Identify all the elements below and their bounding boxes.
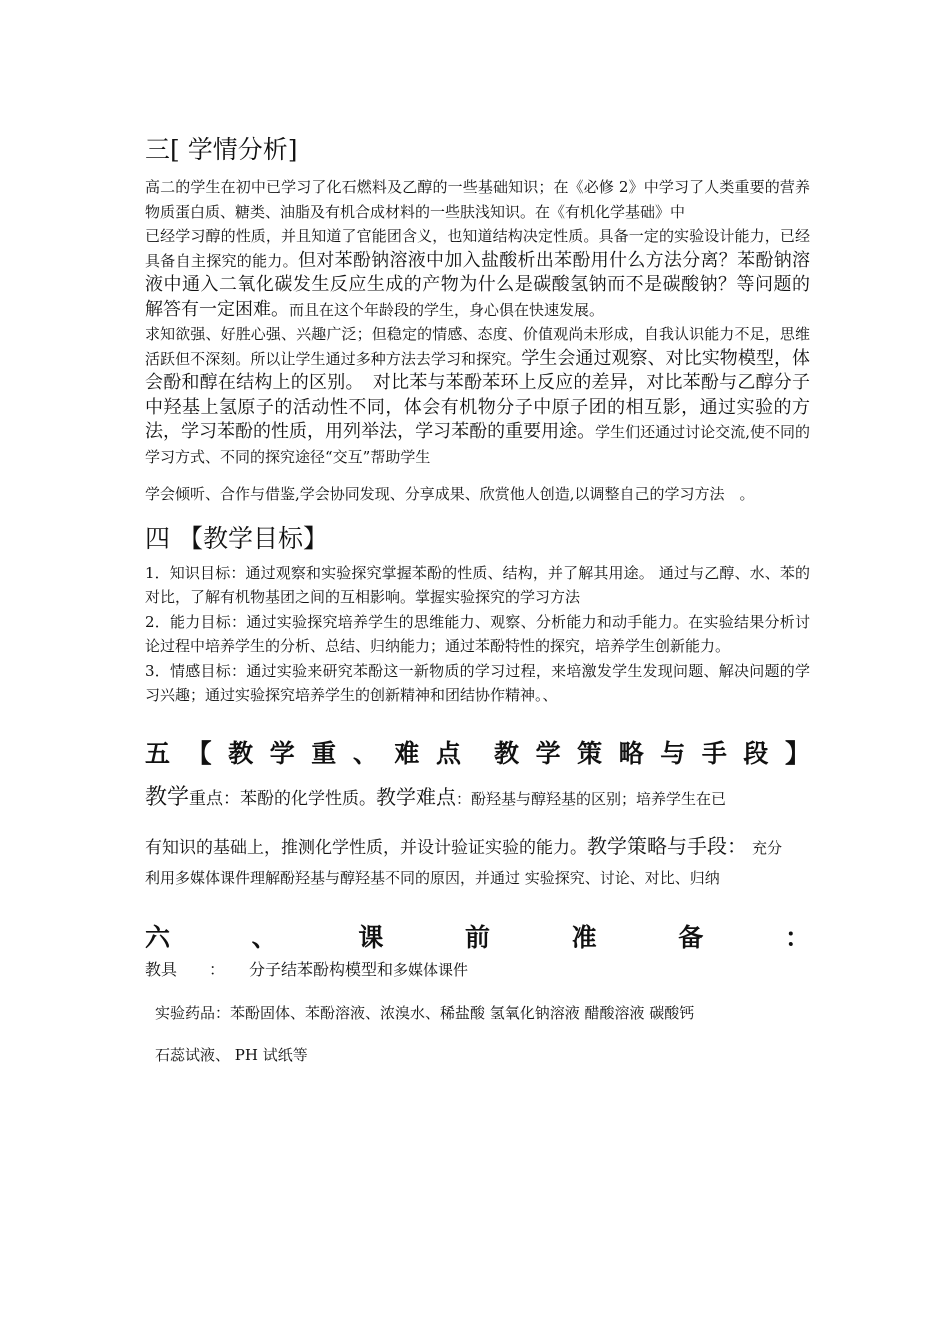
section-4-heading: 四 【教学目标】 bbox=[145, 523, 328, 553]
document-page bbox=[145, 130, 810, 1068]
reagents-line: 实验药品：苯酚固体、苯酚溶液、浓溴水、稀盐酸 氢氧化钠溶液 醋酸溶液 碳酸钙 bbox=[155, 1003, 695, 1022]
section-3-paragraph-3 bbox=[145, 322, 810, 469]
heading-char: 五 bbox=[145, 738, 171, 768]
tools-value-2: 多媒体课件 bbox=[393, 961, 469, 979]
label-difficulty: 教学难点 bbox=[376, 784, 457, 809]
heading-char: 【 bbox=[186, 738, 212, 768]
label-jiaoxue: 教学 bbox=[145, 784, 190, 810]
heading-char: 学 bbox=[269, 738, 295, 768]
text-run: 而且在这个年龄段的学生，身心俱在快速发展。 bbox=[289, 300, 605, 319]
heading-char: 策 bbox=[577, 738, 603, 768]
section-3-paragraph-4: 学会倾听、合作与借鉴,学会协同发现、分享成果、欣赏他人创造,以调整自己的学习方法 。 bbox=[145, 485, 755, 503]
heading-char: 备 bbox=[678, 923, 704, 952]
heading-char: 段 bbox=[743, 738, 769, 768]
label-strategy: 教学策略与手段： bbox=[587, 833, 737, 858]
text-run-large: 学生会通过观察、对比实物模型，体会酚和醇在结构上的区别。 对比苯与苯酚苯环上反应的差异，对比苯酚与乙醇分子中羟基上氢原子的活动性不同，体会有机物分子中原子团的相互影，通过实验的方法，学习苯酚的性质，用列举法，学习苯酚的重要用途。 bbox=[145, 347, 810, 442]
heading-char: 重 bbox=[311, 738, 337, 768]
heading-char: 与 bbox=[660, 738, 686, 768]
reagents-line-2: 石蕊试液、 PH 试纸等 bbox=[155, 1046, 308, 1064]
heading-char: 难 bbox=[394, 738, 420, 768]
heading-char: 学 bbox=[535, 738, 561, 768]
heading-char: 、 bbox=[352, 738, 378, 768]
text-run: 有知识的基础上，推测化学性质，并设计验证实验的能力。 bbox=[145, 837, 587, 858]
text-run: 求知欲强、好胜心强、兴趣广泛；但稳定的情感、态度、价值观尚未形成，自我认识能力不足，思维活跃但不深刻。所以让学生通过多种方法去学习和探究。 bbox=[145, 325, 810, 368]
tools-line bbox=[145, 958, 810, 983]
section-3-paragraph-2 bbox=[145, 224, 810, 322]
section-5-heading bbox=[145, 734, 810, 774]
heading-char: 略 bbox=[618, 738, 644, 768]
heading-char: 点 bbox=[435, 738, 461, 768]
heading-char: 前 bbox=[464, 923, 490, 952]
heading-char: 手 bbox=[701, 738, 727, 768]
section-5-line-1 bbox=[145, 778, 810, 818]
goal-knowledge: 1．知识目标：通过观察和实验探究掌握苯酚的性质、结构，并了解其用途。 通过与乙醇、水、苯的对比，了解有机物基团之间的互相影响。掌握实验探究的学习方法 bbox=[145, 563, 810, 606]
text-run-large: 但对苯酚钠溶液中加入盐酸析出苯酚用什么方法分离？苯酚钠溶液中通入二氧化碳发生反应生成的产物为什么是碳酸氢钠而不是碳酸钠？等问题的解答有一定困难。 bbox=[145, 249, 810, 320]
goal-ability: 2．能力目标：通过实验探究培养学生的思维能力、观察、分析能力和动手能力。在实验结果分析讨论过程中培养学生的分析、总结、归纳能力；通过苯酚特性的探究，培养学生创新能力。 bbox=[145, 612, 810, 655]
section-5-line-2 bbox=[145, 828, 810, 866]
goal-emotion: 3．情感目标：通过实验来研究苯酚这一新物质的学习过程，来培激发学生发现问题、解决问题的学习兴趣；通过实验探究培养学生的创新精神和团结协作精神。、 bbox=[145, 661, 810, 704]
text-run: 已经学习醇的性质，并且知道了官能团含义，也知道结构决定性质。具备一定的实验设计能力，已经具备自主探究的能力。 bbox=[145, 227, 810, 270]
section-3-paragraph-1: 高二的学生在初中已学习了化石燃料及乙醇的一些基础知识；在《必修 2》中学习了人类重要的营养物质蛋白质、糖类、油脂及有机合成材料的一些肤浅知识。在《有机化学基础》中 bbox=[145, 178, 810, 221]
section-5-line-3: 利用多媒体课件理解酚羟基与醇羟基不同的原因，并通过 实验探究、讨论、对比、归纳 bbox=[145, 868, 720, 887]
heading-char: 六 bbox=[145, 923, 171, 952]
text-run: 重点：苯酚的化学性质。 bbox=[189, 788, 377, 809]
tools-value: 分子结苯酚构模型和 bbox=[249, 960, 394, 979]
heading-char: 教 bbox=[494, 738, 520, 768]
section-3-heading: 三[ 学情分析] bbox=[145, 135, 298, 164]
heading-char: 课 bbox=[358, 923, 384, 952]
heading-char: 】 bbox=[784, 738, 810, 768]
text-run: 充分 bbox=[737, 838, 783, 857]
text-run: 学生们还通过讨论交流,使不同的学习方式、不同的探究途径“交互”帮助学生 bbox=[145, 423, 810, 466]
tools-label: 教具 ： bbox=[145, 960, 250, 979]
heading-char: 准 bbox=[571, 923, 597, 952]
section-6-heading bbox=[145, 918, 810, 958]
heading-char: 、 bbox=[251, 923, 277, 952]
heading-char: ： bbox=[784, 923, 810, 952]
heading-char: 教 bbox=[228, 738, 254, 768]
text-run: ：酚羟基与醇羟基的区别；培养学生在已 bbox=[456, 789, 727, 808]
